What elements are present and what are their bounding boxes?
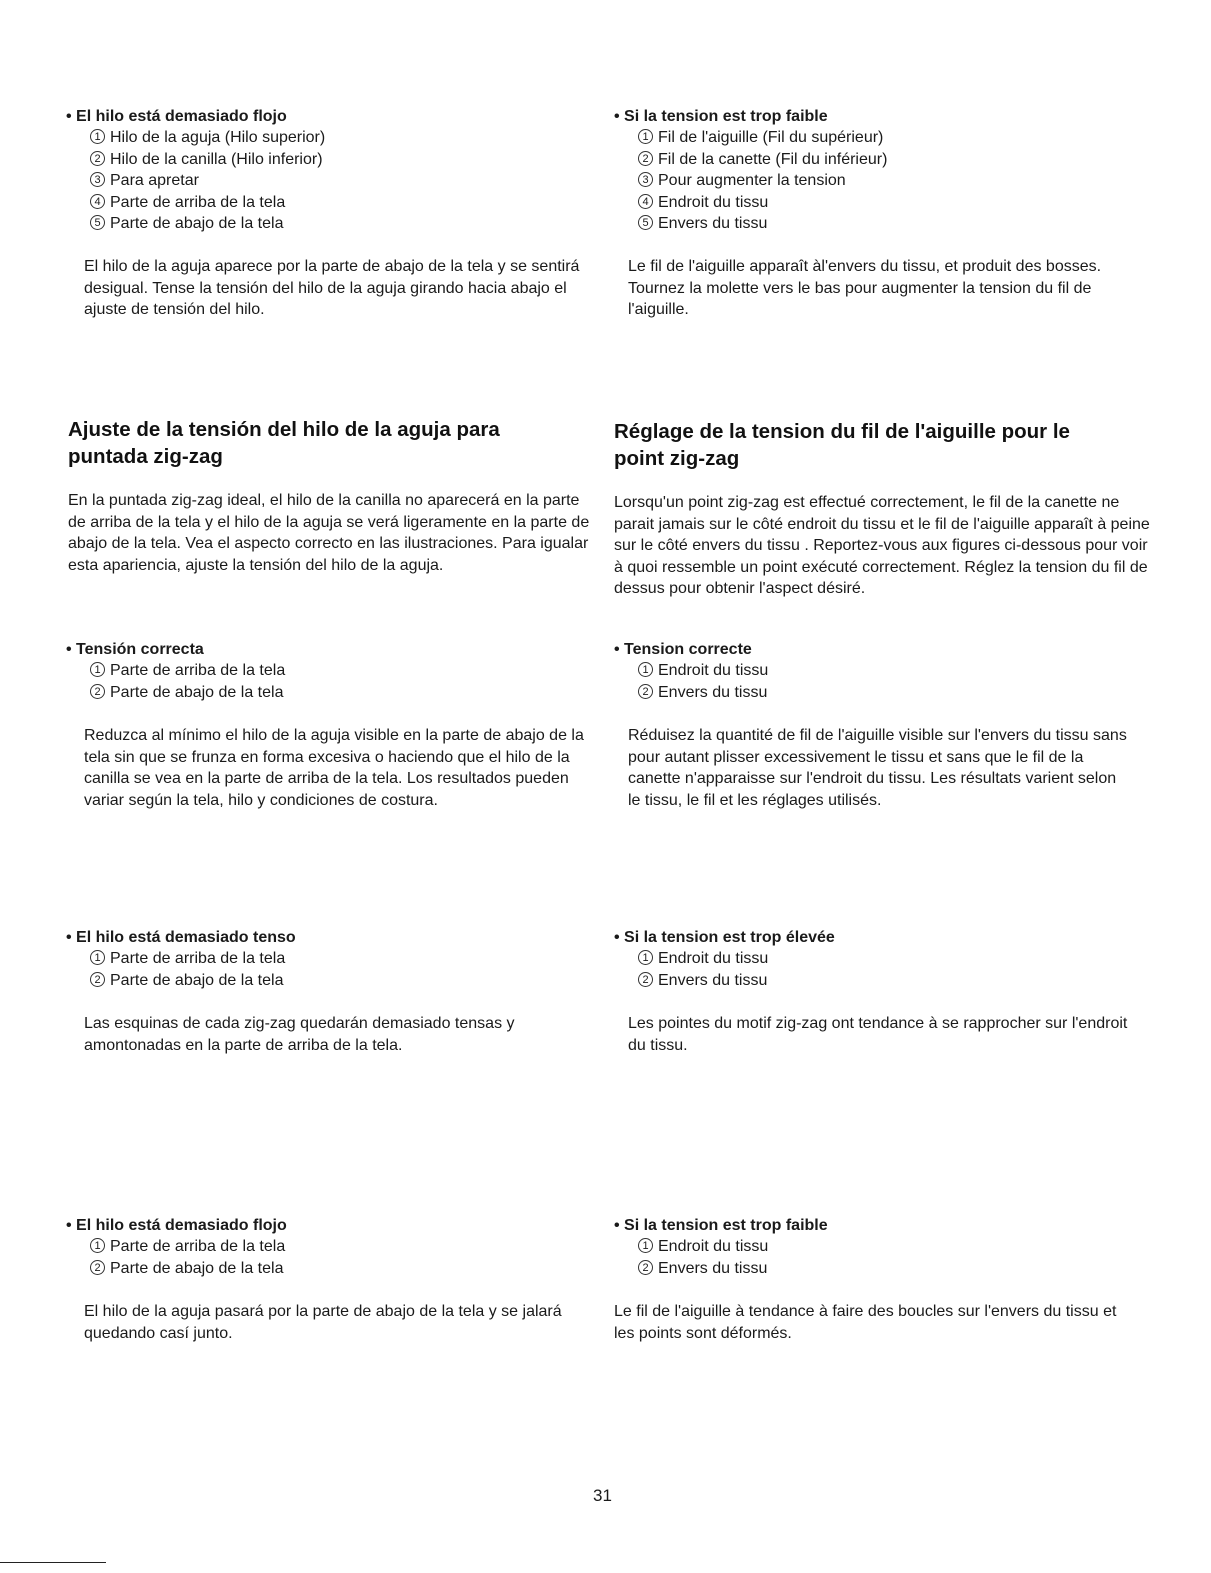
fr-s3-list [614,948,1154,991]
fr-section-correct-tension [614,639,1154,703]
list-item [88,170,596,192]
es-s1-heading: • El hilo está demasiado flojo [66,108,287,125]
es-s3-list [66,948,596,991]
circled-number: 2 [90,1260,105,1275]
fr-s1-list [614,127,1154,235]
item-label: Hilo de la aguja (Hilo superior) [110,129,326,146]
item-label: Fil de la canette (Fil du inférieur) [658,150,888,168]
item-label: Fil de l'aiguille (Fil du supérieur) [658,129,884,146]
list-item [88,682,596,704]
item-label: Parte de abajo de la tela [110,683,284,701]
fr-s4-list [614,1236,1154,1279]
es-s2-heading: • Tensión correcta [66,641,204,658]
es-section-loose-zigzag [66,1215,596,1279]
fr-s3-paragraph: Les pointes du motif zig-zag ont tendance à se rapprocher sur l'endroit du tissu. [628,1015,1128,1054]
item-label: Parte de abajo de la tela [110,1259,284,1277]
es-s3-heading: • El hilo está demasiado tenso [66,929,296,946]
item-label: Endroit du tissu [658,193,769,211]
circled-number: 2 [90,684,105,699]
item-label: Endroit du tissu [658,1238,769,1255]
fr-s1-paragraph: Le fil de l'aiguille apparaît àl'envers du tissu, et produit des bosses. Tournez la molette vers le bas pour augmenter la tension du fil de l'aiguille. [628,258,1102,318]
page-number: 31 [593,1486,612,1505]
circled-number: 2 [638,1260,653,1275]
circled-number: 4 [90,194,105,209]
list-item [636,127,1154,149]
item-label: Endroit du tissu [658,950,769,967]
circled-number: 2 [638,684,653,699]
circled-number: 5 [638,215,653,230]
item-label: Parte de abajo de la tela [110,971,284,989]
list-item [88,1236,596,1258]
es-s2-list [66,660,596,703]
fr-s1-heading: • Si la tension est trop faible [614,108,828,125]
list-item [88,1258,596,1280]
list-item [636,660,1154,682]
circled-number: 2 [638,151,653,166]
list-item [88,213,596,235]
es-s2-paragraph: Reduzca al mínimo el hilo de la aguja visible en la parte de abajo de la tela sin que se frunza en forma excesiva o haciendo que el hilo de la canilla se vea en la parte de arriba de la tela. Los resultados pueden variar según la tela, hilo y condiciones de costura. [84,727,584,809]
item-label: Parte de arriba de la tela [110,1238,286,1255]
fr-s4-paragraph: Le fil de l'aiguille à tendance à faire des boucles sur l'envers du tissu et les points sont déformés. [614,1303,1117,1342]
item-label: Parte de abajo de la tela [110,215,284,232]
es-section-tight-thread [66,927,596,991]
circled-number: 3 [90,172,105,187]
list-item [636,170,1154,192]
list-item [636,970,1154,992]
list-item [88,948,596,970]
item-label: Envers du tissu [658,971,768,989]
circled-number: 5 [90,215,105,230]
es-section-title: Ajuste de la tensión del hilo de la aguja para puntada zig-zag [68,418,500,468]
list-item [636,192,1154,214]
es-section-correct-tension [66,639,596,703]
fr-section-loose-zigzag [614,1215,1154,1279]
list-item [636,149,1154,171]
circled-number: 1 [90,950,105,965]
fr-s3-heading: • Si la tension est trop élevée [614,929,835,946]
es-s3-paragraph: Las esquinas de cada zig-zag quedarán demasiado tensas y amontonadas en la parte de arriba de la tela. [84,1015,515,1054]
circled-number: 1 [638,662,653,677]
circled-number: 3 [638,172,653,187]
circled-number: 2 [638,972,653,987]
list-item [636,682,1154,704]
circled-number: 1 [638,950,653,965]
item-label: Envers du tissu [658,215,768,232]
circled-number: 1 [90,662,105,677]
es-section-loose-thread [66,106,596,235]
fr-s4-heading: • Si la tension est trop faible [614,1217,828,1234]
circled-number: 4 [638,194,653,209]
fr-section-loose-thread [614,106,1154,235]
item-label: Hilo de la canilla (Hilo inferior) [110,150,323,168]
list-item [88,192,596,214]
list-item [88,149,596,171]
circled-number: 1 [638,1238,653,1253]
es-s4-heading: • El hilo está demasiado flojo [66,1217,287,1234]
item-label: Endroit du tissu [658,662,769,679]
fr-intro-paragraph: Lorsqu'un point zig-zag est effectué correctement, le fil de la canette ne parait jamais sur le côté endroit du tissu et le fil de l'aiguille apparaît à peine sur le côté envers du tissu . Reportez-vous aux figures ci-dessous pour voir à quoi ressemble un point exécuté correctement. Réglez la tension du fil de dessus pour obtenir l'aspect désiré. [614,494,1150,597]
fr-s2-list [614,660,1154,703]
circled-number: 1 [90,129,105,144]
circled-number: 2 [90,151,105,166]
item-label: Parte de arriba de la tela [110,662,286,679]
fr-s2-heading: • Tension correcte [614,641,752,658]
es-s4-list [66,1236,596,1279]
es-s1-paragraph: El hilo de la aguja aparece por la parte de abajo de la tela y se sentirá desigual. Tense la tensión del hilo de la aguja girando hacia abajo el ajuste de tensión del hilo. [84,258,580,318]
es-s1-list [66,127,596,235]
circled-number: 1 [638,129,653,144]
item-label: Para apretar [110,172,199,189]
es-s4-paragraph: El hilo de la aguja pasará por la parte de abajo de la tela y se jalará quedando casí junto. [84,1303,562,1342]
list-item [88,970,596,992]
item-label: Parte de arriba de la tela [110,950,286,967]
item-label: Parte de arriba de la tela [110,193,286,211]
list-item [88,127,596,149]
fr-section-title: Réglage de la tension du fil de l'aiguille pour le point zig-zag [614,420,1070,470]
item-label: Envers du tissu [658,1259,768,1277]
circled-number: 1 [90,1238,105,1253]
list-item [636,1236,1154,1258]
item-label: Pour augmenter la tension [658,172,846,189]
item-label: Envers du tissu [658,683,768,701]
fr-section-tight-thread [614,927,1154,991]
list-item [636,213,1154,235]
es-intro-paragraph: En la puntada zig-zag ideal, el hilo de la canilla no aparecerá en la parte de arriba de la tela y el hilo de la aguja se verá ligeramente en la parte de abajo de la tela. Vea el aspecto correcto en las ilustraciones. Para igualar esta apariencia, ajuste la tensión del hilo de la aguja. [68,492,590,574]
fr-s2-paragraph: Réduisez la quantité de fil de l'aiguille visible sur l'envers du tissu sans pour autant plisser excessivement le tissu et sans que le fil de la canette n'apparaisse sur l'endroit du tissu. Les résultats varient selon le tissu, le fil et les réglages utilisés. [628,727,1127,809]
footer-rule [0,1562,106,1563]
list-item [636,1258,1154,1280]
list-item [88,660,596,682]
list-item [636,948,1154,970]
circled-number: 2 [90,972,105,987]
